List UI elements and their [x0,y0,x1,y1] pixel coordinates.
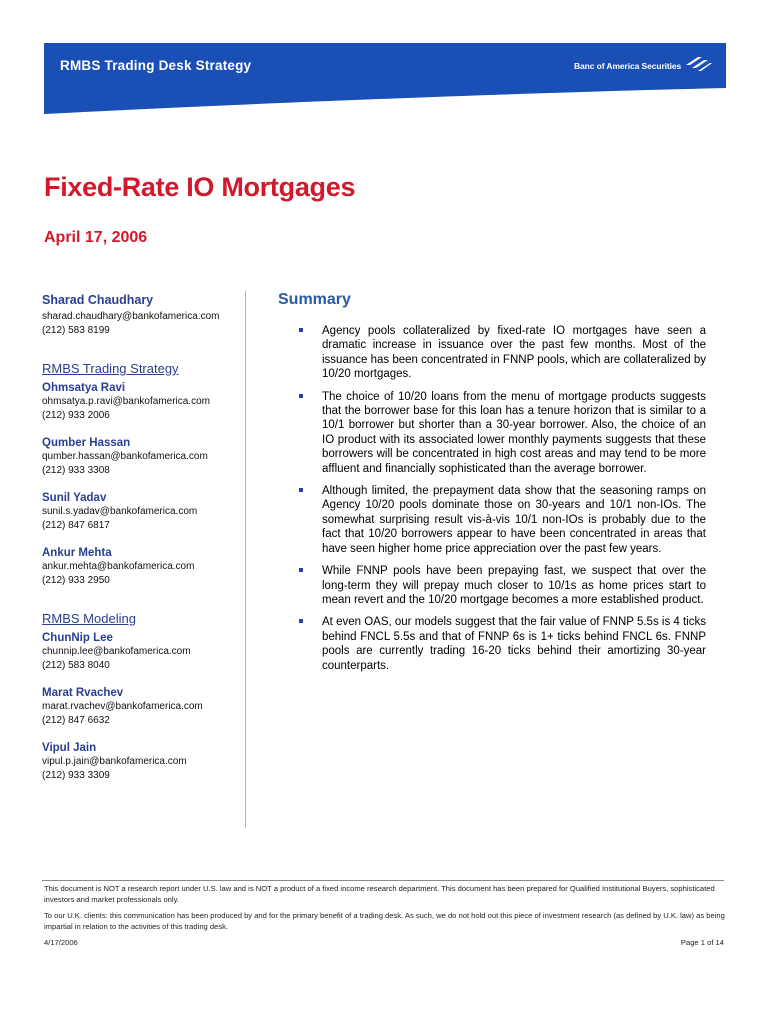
summary-bullet [278,390,706,476]
contact-email[interactable]: marat.rvachev@bankofamerica.com [42,701,203,712]
bullet-square-icon [299,619,303,623]
group-title-modeling[interactable]: RMBS Modeling [42,611,136,626]
brand-logo [574,55,712,76]
contact-name: Marat Rvachev [42,687,124,699]
bullet-text: Although limited, the prepayment data show that the seasoning ramps on Agency 10/20 pools dominate those on 30-years and 10/1 non-IOs. The somewhat surprising result vis-à-vis 10/1 non-IOs is probably due to the fact that 10/20 borrowers appear to have been concentrated in areas that have seen higher home price appreciation over the past few years. [322,485,706,555]
bullet-text: The choice of 10/20 loans from the menu of mortgage products suggests that the borrower base for this loan has a tenure horizon that is similar to a 10/1 borrower but shorter than a 30-year borrower. Also, the choice of an IO product with its associated lower monthly payments suggests that these borrowers will be concentrated in high cost areas and may tend to be more affluent and financially sophisticated than the average borrower. [322,390,706,475]
desk-title: RMBS Trading Desk Strategy [60,58,252,73]
footer-date: 4/17/2006 [44,938,78,947]
contact-card [42,437,242,477]
contact-email[interactable]: ankur.mehta@bankofamerica.com [42,561,195,572]
contact-email[interactable]: sunil.s.yadav@bankofamerica.com [42,506,198,517]
contact-name: Vipul Jain [42,742,97,754]
contact-phone: (212) 933 3309 [42,769,110,781]
page-number: Page 1 of 14 [680,938,724,947]
bullet-text: At even OAS, our models suggest that the fair value of FNNP 5.5s is 4 ticks behind FNCL 5.5s and that of FNNP 6s is 1+ ticks behind FNCL 6s. FNNP pools are currently trading 16-20 ticks behind their amortizing 30-year counterparts. [322,616,706,672]
contact-name: Ankur Mehta [42,547,112,559]
bullet-text: Agency pools collateralized by fixed-rate IO mortgages have seen a dramatic increase in issuance over the past few months. Most of the issuance has been concentrated in FNNP pools, which are collateralized by 10/20 mortgages. [322,325,706,381]
contact-card [42,742,242,782]
contact-card [42,687,242,727]
contact-name: ChunNip Lee [42,632,113,644]
contact-phone: (212) 583 8199 [42,324,110,336]
contact-email[interactable]: ohmsatya.p.ravi@bankofamerica.com [42,396,210,407]
disclaimer-uk: To our U.K. clients: this communication has been produced by and for the primary benefit of a trading desk. As such, we do not hold out this piece of investment research (as defined by U.K. law) as being impartial in relation to the activities of this trading desk. [44,911,725,931]
summary-bullet [278,484,706,556]
group-title-trading-strategy[interactable]: RMBS Trading Strategy [42,361,179,376]
bullet-square-icon [299,488,303,492]
contact-card [42,632,242,672]
column-divider [245,291,246,828]
bullet-text: While FNNP pools have been prepaying fast, we suspect that over the long-term they will prepay much closer to 10/1s as home prices start to mean revert and the 10/20 mortgage becomes a more established product. [322,565,706,606]
contact-phone: (212) 847 6632 [42,714,110,726]
summary-bullet [278,615,706,673]
brand-name: Banc of America Securities [574,60,682,71]
bullet-square-icon [299,394,303,398]
flag-icon [684,55,712,76]
document-date: April 17, 2006 [44,229,148,246]
summary-bullet [278,564,706,607]
contact-name: Sunil Yadav [42,492,107,504]
contact-email[interactable]: vipul.p.jain@bankofamerica.com [42,756,187,767]
contact-email[interactable]: chunnip.lee@bankofamerica.com [42,646,191,657]
summary-section [278,291,706,672]
contacts-sidebar [42,293,242,782]
contact-phone: (212) 847 6817 [42,519,110,531]
contact-name: Qumber Hassan [42,437,131,449]
document-title: Fixed-Rate IO Mortgages [44,172,356,202]
contact-phone: (212) 933 2950 [42,574,110,586]
summary-title: Summary [278,291,351,308]
footer-rule [42,880,724,881]
contact-email[interactable]: sharad.chaudhary@bankofamerica.com [42,311,220,322]
contact-phone: (212) 933 2006 [42,409,110,421]
bullet-square-icon [299,568,303,572]
contact-phone: (212) 583 8040 [42,659,110,671]
contact-phone: (212) 933 3308 [42,464,110,476]
contact-card [42,382,242,422]
summary-bullets [278,324,706,681]
contact-email[interactable]: qumber.hassan@bankofamerica.com [42,451,208,462]
summary-bullet [278,324,706,382]
contact-name: Ohmsatya Ravi [42,382,126,394]
contact-name: Sharad Chaudhary [42,293,154,307]
disclaimer-us: This document is NOT a research report under U.S. law and is NOT a product of a fixed income research department. This document has been prepared for Qualified Institutional Buyers, sophisticated investors and market professionals only. [44,884,715,904]
lead-contact [42,293,242,337]
contact-card [42,547,242,587]
contact-card [42,492,242,532]
bullet-square-icon [299,328,303,332]
